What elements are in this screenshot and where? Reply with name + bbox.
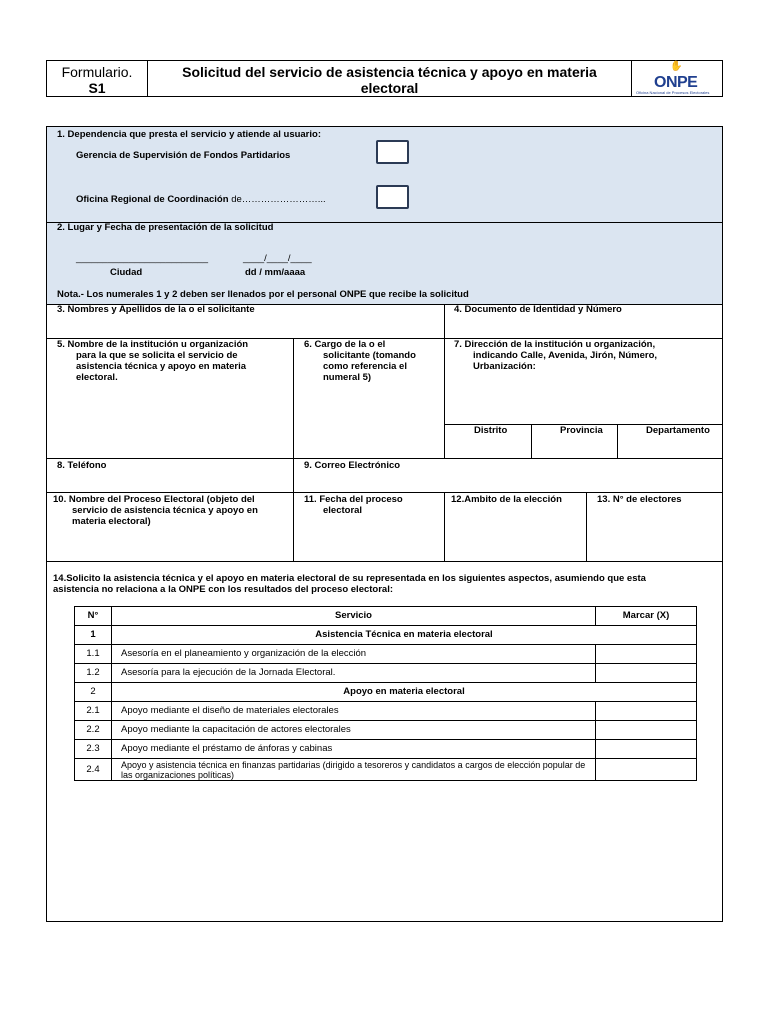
- divider: [586, 492, 587, 561]
- logo-text: ONPE: [654, 74, 698, 91]
- col-mark-header: Marcar (X): [596, 607, 697, 626]
- table-row: [75, 721, 697, 740]
- divider: [47, 458, 722, 459]
- table-row: [75, 664, 697, 683]
- row-service: Apoyo en materia electoral: [112, 683, 697, 702]
- row-service: Apoyo mediante el diseño de materiales electorales: [112, 702, 596, 721]
- field6-line: como referencia el: [323, 361, 407, 372]
- divider: [293, 492, 294, 561]
- row-no: 1: [75, 626, 112, 645]
- divider: [47, 561, 722, 562]
- row-service: Apoyo y asistencia técnica en finanzas partidarias (dirigido a tesoreros y candidatos a cargos de elección popular de las organizaciones políticas): [112, 759, 596, 781]
- gsfp-checkbox[interactable]: [376, 140, 409, 164]
- orc-option-label: [76, 194, 326, 205]
- field5-line: 5. Nombre de la institución u organización: [57, 339, 249, 350]
- row-no: 2.2: [75, 721, 112, 740]
- field5-line: asistencia técnica y apoyo en materia: [76, 361, 247, 372]
- row-no: 1.1: [75, 645, 112, 664]
- field6-label: [304, 339, 416, 383]
- field6-line: solicitante (tomando: [323, 350, 416, 361]
- table-row: [75, 740, 697, 759]
- gsfp-option-label: Gerencia de Supervisión de Fondos Partidarios: [76, 150, 291, 161]
- date-label: dd / mm/aaaa: [245, 267, 306, 278]
- form-title-line1: Solicitud del servicio de asistencia técnica y apoyo en materia: [182, 64, 597, 80]
- orc-checkbox[interactable]: [376, 185, 409, 209]
- services-table: [74, 606, 697, 781]
- mark-cell[interactable]: [596, 721, 697, 740]
- divider: [293, 338, 294, 458]
- col-no-header: N°: [75, 607, 112, 626]
- field4-label: 4. Documento de Identidad y Número: [454, 304, 622, 315]
- row-no: 1.2: [75, 664, 112, 683]
- field10-label: [53, 494, 258, 527]
- staff-note: Nota.- Los numerales 1 y 2 deben ser llenados por el personal ONPE que recibe la solicitud: [57, 289, 469, 300]
- department-label: Departamento: [646, 425, 710, 436]
- table-row: [75, 645, 697, 664]
- divider: [444, 304, 445, 338]
- row-service: Asesoría en el planeamiento y organización de la elección: [112, 645, 596, 664]
- field13-label: 13. N° de electores: [597, 494, 682, 505]
- divider: [617, 424, 618, 458]
- date-line[interactable]: ____/____/____: [243, 253, 312, 264]
- city-label: Ciudad: [110, 267, 143, 278]
- field10-line: 10. Nombre del Proceso Electoral (objeto del: [53, 494, 255, 505]
- mark-cell[interactable]: [596, 759, 697, 781]
- orc-option-blank: de……………………...: [231, 194, 326, 205]
- row-service: Asistencia Técnica en materia electoral: [112, 626, 697, 645]
- form-code-line1: Formulario.: [61, 64, 133, 80]
- divider: [293, 458, 294, 492]
- section2-label: 2. Lugar y Fecha de presentación de la solicitud: [57, 222, 274, 233]
- table-row: [75, 683, 697, 702]
- field11-label: [304, 494, 403, 516]
- row-service: Apoyo mediante el préstamo de ánforas y cabinas: [112, 740, 596, 759]
- field5-label: [57, 339, 248, 383]
- field5-line: electoral.: [76, 372, 118, 383]
- table-row: [75, 759, 697, 781]
- section1-label: 1. Dependencia que presta el servicio y atiende al usuario:: [57, 129, 321, 140]
- province-label: Provincia: [560, 425, 603, 436]
- mark-cell[interactable]: [596, 645, 697, 664]
- row-no: 2.4: [75, 759, 112, 781]
- district-label: Distrito: [474, 425, 508, 436]
- field6-line: 6. Cargo de la o el: [304, 339, 386, 350]
- field6-line: numeral 5): [323, 372, 372, 383]
- field3-label: 3. Nombres y Apellidos de la o el solicitante: [57, 304, 255, 315]
- form-title: [148, 61, 632, 96]
- field8-label: 8. Teléfono: [57, 460, 107, 471]
- row-no: 2.3: [75, 740, 112, 759]
- field7-label: [454, 339, 657, 372]
- divider: [531, 424, 532, 458]
- mark-cell[interactable]: [596, 740, 697, 759]
- mark-cell[interactable]: [596, 664, 697, 683]
- field9-label: 9. Correo Electrónico: [304, 460, 401, 471]
- request-form: [46, 126, 723, 922]
- table-row: [75, 702, 697, 721]
- form-header: [46, 60, 723, 97]
- row-no: 2: [75, 683, 112, 702]
- form-code-line2: S1: [88, 80, 106, 96]
- row-no: 2.1: [75, 702, 112, 721]
- logo-subtitle: Oficina Nacional de Procesos Electorales: [636, 90, 710, 95]
- city-line[interactable]: _________________________: [76, 253, 209, 264]
- table-row: [75, 626, 697, 645]
- divider: [444, 338, 445, 458]
- field10-line: servicio de asistencia técnica y apoyo en: [72, 505, 258, 516]
- table-header-row: [75, 607, 697, 626]
- field12-label: 12.Ambito de la elección: [451, 494, 562, 505]
- form-code: [47, 61, 148, 96]
- section14-text-line2: asistencia no relaciona a la ONPE con los resultados del proceso electoral:: [53, 584, 394, 595]
- field11-line: electoral: [323, 505, 363, 516]
- hand-icon: ✋: [670, 61, 683, 72]
- form-title-line2: electoral: [360, 80, 419, 96]
- row-service: Asesoría para la ejecución de la Jornada Electoral.: [112, 664, 596, 683]
- field10-line: materia electoral): [72, 516, 151, 527]
- section14-text-line1: 14.Solicito la asistencia técnica y el apoyo en materia electoral de su representada en los siguientes aspectos, asumiendo que esta: [53, 573, 646, 584]
- field5-line: para la que se solicita el servicio de: [76, 350, 238, 361]
- col-service-header: Servicio: [112, 607, 596, 626]
- divider: [444, 492, 445, 561]
- mark-cell[interactable]: [596, 702, 697, 721]
- field11-line: 11. Fecha del proceso: [304, 494, 403, 505]
- field7-line: indicando Calle, Avenida, Jirón, Número,: [473, 350, 658, 361]
- divider: [47, 492, 722, 493]
- field7-line: 7. Dirección de la institución u organización,: [454, 339, 656, 350]
- onpe-logo: [632, 61, 722, 96]
- row-service: Apoyo mediante la capacitación de actores electorales: [112, 721, 596, 740]
- field7-line: Urbanización:: [473, 361, 536, 372]
- orc-option-text: Oficina Regional de Coordinación: [76, 194, 229, 205]
